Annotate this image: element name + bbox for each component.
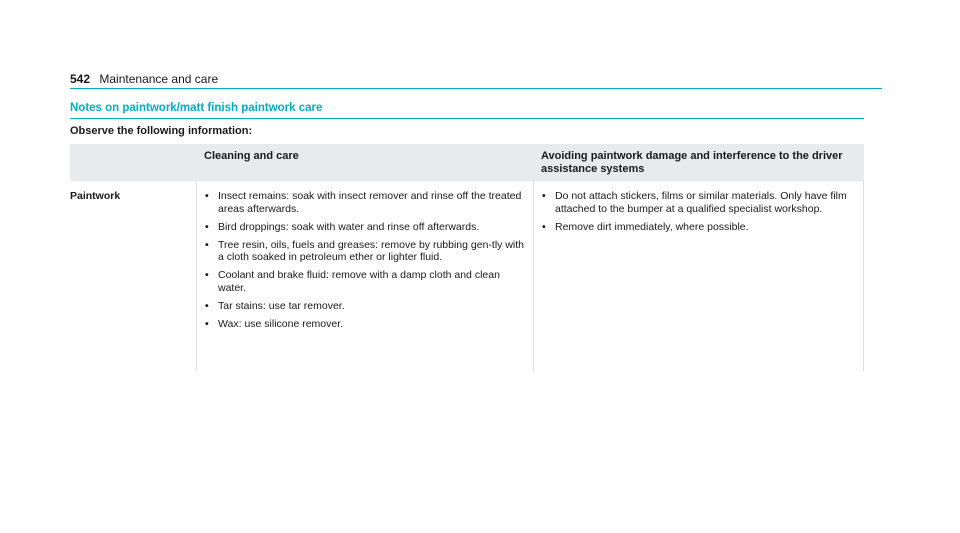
row-label-paintwork: Paintwork <box>70 190 121 202</box>
list-item: • Bird droppings: soak with water and rinse off afterwards. <box>205 220 480 233</box>
table-header-row <box>70 144 864 181</box>
header-divider <box>70 88 882 89</box>
list-item: • Do not attach stickers, films or similar materials. Only have film attached to the bumper at a qualified specialist workshop. <box>542 190 847 215</box>
page-header <box>70 72 218 86</box>
paintwork-care-table <box>70 144 864 371</box>
bullet-icon: • <box>542 220 546 233</box>
header-cell-empty <box>70 144 196 181</box>
cleaning-cell <box>196 181 533 371</box>
bullet-icon: • <box>205 317 209 330</box>
header-cell-cleaning: Cleaning and care <box>204 150 299 162</box>
list-item: • Tar stains: use tar remover. <box>205 299 345 312</box>
bullet-icon: • <box>542 190 546 202</box>
list-item: • Insect remains: soak with insect remover and rinse off the treated areas afterwards. <box>205 190 522 215</box>
chapter-title: Maintenance and care <box>99 72 219 86</box>
list-item: • Coolant and brake fluid: remove with a damp cloth and clean water. <box>205 269 500 294</box>
bullet-icon: • <box>205 220 209 233</box>
page-number: 542 <box>70 72 91 86</box>
list-item: • Wax: use silicone remover. <box>205 317 344 330</box>
bullet-icon: • <box>205 238 209 251</box>
bullet-icon: • <box>205 269 209 281</box>
section-divider <box>70 118 864 119</box>
bullet-icon: • <box>205 190 209 202</box>
section-title: Notes on paintwork/matt finish paintwork care <box>70 102 323 114</box>
avoiding-list <box>542 190 855 233</box>
cleaning-list <box>205 190 525 330</box>
intro-text: Observe the following information: <box>70 125 253 137</box>
bullet-icon: • <box>205 299 209 312</box>
table-row <box>70 181 864 371</box>
avoiding-cell <box>533 181 864 371</box>
header-cell-avoiding: Avoiding paintwork damage and interference to the driver assistance systems <box>541 150 843 175</box>
list-item: • Tree resin, oils, fuels and greases: remove by rubbing gen-tly with a cloth soaked in petroleum ether or lighter fluid. <box>205 238 525 263</box>
list-item: • Remove dirt immediately, where possible. <box>542 220 749 233</box>
